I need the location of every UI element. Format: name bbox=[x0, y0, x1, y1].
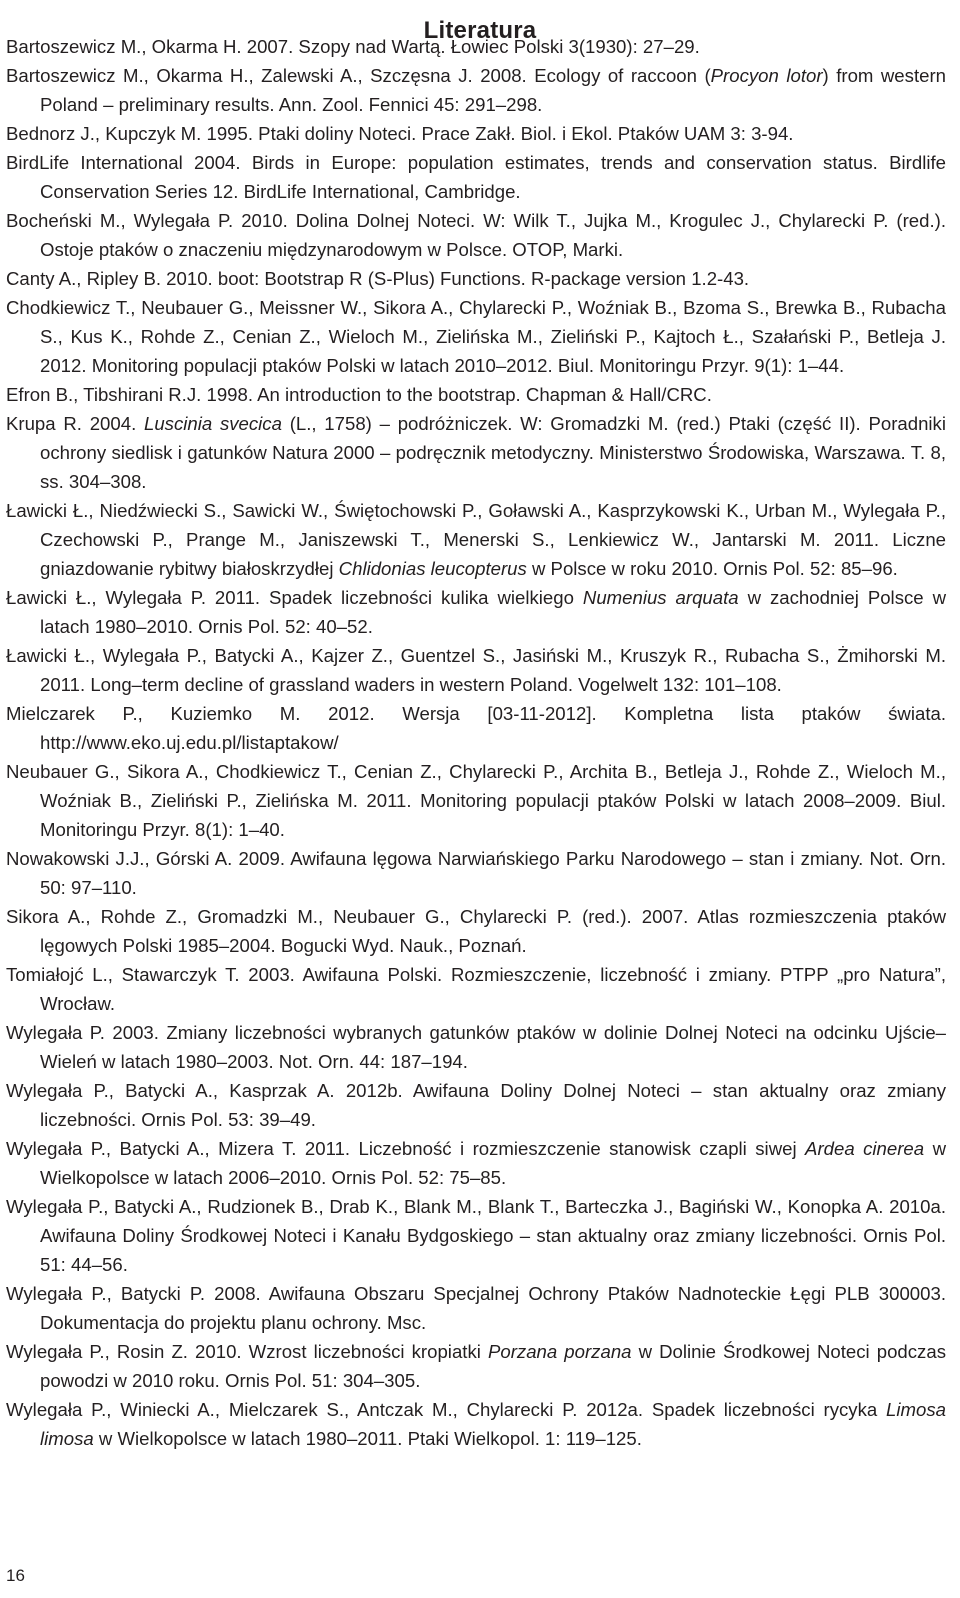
reference-text: Bartoszewicz M., Okarma H. 2007. Szopy nad Wartą. Łowiec Polski 3(1930): 27–29. bbox=[6, 36, 700, 57]
reference-text: w Wielkopolsce w latach 2006–2010. Ornis Pol. 52: 75–85. bbox=[40, 1138, 946, 1188]
species-name: Chlidonias leucopterus bbox=[338, 558, 527, 579]
reference-entry bbox=[6, 119, 946, 148]
reference-entry bbox=[6, 496, 946, 583]
reference-text: BirdLife International 2004. Birds in Europe: population estimates, trends and conservation status. Birdlife Conservation Series 12. BirdLife International, Cambridge. bbox=[6, 152, 946, 202]
reference-text: ) from western Poland – preliminary results. Ann. Zool. Fennici 45: 291–298. bbox=[40, 65, 946, 115]
reference-entry bbox=[6, 61, 946, 119]
reference-entry bbox=[6, 583, 946, 641]
reference-entry bbox=[6, 1018, 946, 1076]
reference-entry bbox=[6, 1076, 946, 1134]
reference-entry bbox=[6, 1134, 946, 1192]
reference-text: Bednorz J., Kupczyk M. 1995. Ptaki doliny Noteci. Prace Zakł. Biol. i Ekol. Ptaków UAM 3: 3-94. bbox=[6, 123, 794, 144]
reference-text: Wylegała P., Batycki P. 2008. Awifauna Obszaru Specjalnej Ochrony Ptaków Nadnoteckie Łęgi PLB 300003. Dokumentacja do projektu planu ochrony. Msc. bbox=[6, 1283, 946, 1333]
species-name: Ardea cinerea bbox=[805, 1138, 925, 1159]
species-name: Numenius arquata bbox=[582, 587, 739, 608]
section-title: Literatura bbox=[423, 17, 537, 45]
reference-text: w Polsce w roku 2010. Ornis Pol. 52: 85–96. bbox=[526, 558, 898, 579]
reference-entry bbox=[6, 380, 946, 409]
reference-entry bbox=[6, 844, 946, 902]
reference-entry bbox=[6, 1192, 946, 1279]
reference-text: Krupa R. 2004. bbox=[6, 413, 144, 434]
reference-text: w Wielkopolsce w latach 1980–2011. Ptaki Wielkopol. 1: 119–125. bbox=[93, 1428, 642, 1449]
reference-text: Mielczarek P., Kuziemko M. 2012. Wersja [03-11-2012]. Kompletna lista ptaków świata. http://www.eko.uj.edu.pl/listaptakow/ bbox=[6, 703, 946, 753]
reference-text: Tomiałojć L., Stawarczyk T. 2003. Awifauna Polski. Rozmieszczenie, liczebność i zmiany. PTPP „pro Natura”, Wrocław. bbox=[6, 964, 946, 1014]
reference-text: Ławicki Ł., Wylegała P. 2011. Spadek liczebności kulika wielkiego bbox=[6, 587, 583, 608]
reference-entry bbox=[6, 960, 946, 1018]
reference-text: Sikora A., Rohde Z., Gromadzki M., Neubauer G., Chylarecki P. (red.). 2007. Atlas rozmieszczenia ptaków lęgowych Polski 1985–2004. Bogucki Wyd. Nauk., Poznań. bbox=[6, 906, 946, 956]
reference-text: Wylegała P., Rosin Z. 2010. Wzrost liczebności kropiatki bbox=[6, 1341, 488, 1362]
reference-text: Chodkiewicz T., Neubauer G., Meissner W., Sikora A., Chylarecki P., Woźniak B., Bzoma S., Brewka B., Rubacha S., Kus K., Rohde Z., Cenian Z., Wieloch M., Zielińska M., Zieliński P., Kajtoch Ł., Szałański P., Betleja J. 2012. Monitoring populacji ptaków Polski w latach 2010–2012. Biul. Monitoringu Przyr. 9(1): 1–44. bbox=[6, 297, 946, 376]
species-name: Luscinia svecica bbox=[143, 413, 282, 434]
reference-entry bbox=[6, 641, 946, 699]
reference-entry bbox=[6, 902, 946, 960]
reference-text: Wylegała P., Batycki A., Mizera T. 2011. Liczebność i rozmieszczenie stanowisk czapli siwej bbox=[6, 1138, 806, 1159]
reference-text: Ławicki Ł., Wylegała P., Batycki A., Kajzer Z., Guentzel S., Jasiński M., Kruszyk R., Rubacha S., Żmihorski M. 2011. Long–term decline of grassland waders in western Poland. Vogelwelt 132: 101–108. bbox=[6, 645, 946, 695]
reference-entry bbox=[6, 757, 946, 844]
reference-entry bbox=[6, 293, 946, 380]
reference-entry bbox=[6, 148, 946, 206]
species-name: Porzana porzana bbox=[487, 1341, 632, 1362]
reference-entry bbox=[6, 699, 946, 757]
reference-text: Bocheński M., Wylegała P. 2010. Dolina Dolnej Noteci. W: Wilk T., Jujka M., Krogulec J., Chylarecki P. (red.). Ostoje ptaków o znaczeniu międzynarodowym w Polsce. OTOP, Marki. bbox=[6, 210, 946, 260]
reference-text: Efron B., Tibshirani R.J. 1998. An introduction to the bootstrap. Chapman & Hall/CRC. bbox=[6, 384, 712, 405]
reference-text: w Dolinie Środkowej Noteci podczas powodzi w 2010 roku. Ornis Pol. 51: 304–305. bbox=[40, 1341, 946, 1391]
reference-entry bbox=[6, 264, 946, 293]
reference-list bbox=[6, 32, 946, 1453]
reference-text: Wylegała P. 2003. Zmiany liczebności wybranych gatunków ptaków w dolinie Dolnej Noteci na odcinku Ujście–Wieleń w latach 1980–2003. Not. Orn. 44: 187–194. bbox=[6, 1022, 946, 1072]
reference-entry bbox=[6, 32, 946, 61]
reference-entry bbox=[6, 409, 946, 496]
reference-text: Bartoszewicz M., Okarma H., Zalewski A., Szczęsna J. 2008. Ecology of raccoon ( bbox=[6, 65, 711, 86]
reference-entry bbox=[6, 1279, 946, 1337]
reference-text: Wylegała P., Batycki A., Rudzionek B., Drab K., Blank M., Blank T., Barteczka J., Bagiński W., Konopka A. 2010a. Awifauna Doliny Środkowej Noteci i Kanału Bydgoskiego – stan aktualny oraz zmiany liczebności. Ornis Pol. 51: 44–56. bbox=[6, 1196, 946, 1275]
reference-entry bbox=[6, 1337, 946, 1395]
reference-text: Canty A., Ripley B. 2010. boot: Bootstrap R (S-Plus) Functions. R-package version 1.2-43. bbox=[6, 268, 750, 289]
species-name: Limosa limosa bbox=[40, 1399, 946, 1449]
reference-entry bbox=[6, 1395, 946, 1453]
reference-text: Nowakowski J.J., Górski A. 2009. Awifauna lęgowa Narwiańskiego Parku Narodowego – stan i zmiany. Not. Orn. 50: 97–110. bbox=[6, 848, 946, 898]
reference-entry bbox=[6, 206, 946, 264]
reference-text: w zachodniej Polsce w latach 1980–2010. Ornis Pol. 52: 40–52. bbox=[40, 587, 947, 637]
page-number: 16 bbox=[6, 1566, 25, 1585]
reference-text: Wylegała P., Batycki A., Kasprzak A. 2012b. Awifauna Doliny Dolnej Noteci – stan aktualny oraz zmiany liczebności. Ornis Pol. 53: 39–49. bbox=[6, 1080, 946, 1130]
reference-text: Neubauer G., Sikora A., Chodkiewicz T., Cenian Z., Chylarecki P., Archita B., Betleja J., Rohde Z., Wieloch M., Woźniak B., Zieliński P., Zielińska M. 2011. Monitoring populacji ptaków Polski w latach 2008–2009. Biul. Monitoringu Przyr. 8(1): 1–40. bbox=[6, 761, 946, 840]
reference-text: Ławicki Ł., Niedźwiecki S., Sawicki W., Świętochowski P., Goławski A., Kasprzykowski K., Urban M., Wylegała P., Czechowski P., Prange M., Janiszewski T., Menerski S., Lenkiewicz W., Jantarski M. 2011. Liczne gniazdowanie rybitwy białoskrzydłej bbox=[6, 500, 946, 579]
reference-text: (L., 1758) – podróżniczek. W: Gromadzki M. (red.) Ptaki (część II). Poradniki ochrony siedlisk i gatunków Natura 2000 – podręcznik metodyczny. Ministerstwo Środowiska, Warszawa. T. 8, ss. 304–308. bbox=[40, 413, 946, 492]
species-name: Procyon lotor bbox=[710, 65, 823, 86]
reference-text: Wylegała P., Winiecki A., Mielczarek S., Antczak M., Chylarecki P. 2012a. Spadek liczebności rycyka bbox=[6, 1399, 887, 1420]
